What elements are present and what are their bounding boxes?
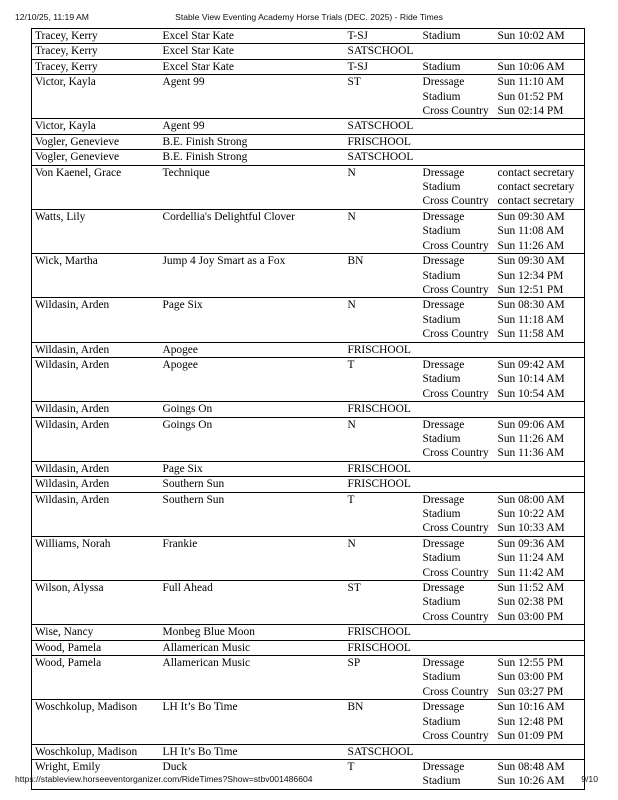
ride-time: Sun 11:26 AM [497, 432, 565, 445]
division-cell: N [345, 536, 420, 580]
rider-cell: Wilson, Alyssa [32, 581, 160, 625]
horse-cell: Frankie [160, 536, 345, 580]
time-cell [495, 625, 585, 640]
phase-name: Dressage [422, 493, 465, 506]
phase-name: Stadium [422, 552, 461, 565]
phase-name: Stadium [422, 775, 461, 788]
time-cell [495, 640, 585, 655]
phase-name: Dressage [422, 299, 465, 312]
table-row [32, 254, 585, 298]
time-cell [495, 298, 585, 342]
phase-name: Dressage [422, 210, 465, 223]
ride-time: Sun 09:36 AM [497, 537, 565, 550]
rider-cell: Tracey, Kerry [32, 29, 160, 44]
ride-time: Sun 11:26 AM [497, 239, 565, 252]
division-cell: N [345, 298, 420, 342]
phase-cell [420, 492, 495, 536]
table-row [32, 536, 585, 580]
phase-cell [420, 700, 495, 744]
table-row [32, 75, 585, 119]
table-row [32, 357, 585, 401]
ride-time: contact secretary [497, 195, 575, 208]
horse-cell: Apogee [160, 357, 345, 401]
time-cell [495, 75, 585, 119]
division-cell: T [345, 492, 420, 536]
rider-cell: Tracey, Kerry [32, 44, 160, 59]
horse-cell: Excel Star Kate [160, 59, 345, 74]
time-cell [495, 209, 585, 253]
ride-time: Sun 10:33 AM [497, 522, 565, 535]
table-row [32, 150, 585, 165]
phase-name: Cross Country [422, 328, 489, 341]
phase-name: Stadium [422, 671, 461, 684]
table-row [32, 417, 585, 461]
ride-time: Sun 11:58 AM [497, 328, 565, 341]
division-cell: SATSCHOOL [345, 744, 420, 759]
phase-cell [420, 656, 495, 700]
horse-cell: Goings On [160, 402, 345, 417]
table-row [32, 44, 585, 59]
time-cell [495, 357, 585, 401]
phase-cell [420, 581, 495, 625]
division-cell: N [345, 165, 420, 209]
phase-cell [420, 402, 495, 417]
division-cell: SATSCHOOL [345, 150, 420, 165]
horse-cell: Southern Sun [160, 492, 345, 536]
ride-time: Sun 08:30 AM [497, 299, 565, 312]
phase-cell [420, 357, 495, 401]
time-cell [495, 59, 585, 74]
rider-cell: Watts, Lily [32, 209, 160, 253]
ride-time: Sun 09:42 AM [497, 358, 565, 371]
ride-time: Sun 08:00 AM [497, 493, 565, 506]
ride-time: Sun 12:48 PM [497, 715, 564, 728]
division-cell: T [345, 357, 420, 401]
time-cell [495, 744, 585, 759]
horse-cell: Apogee [160, 342, 345, 357]
rider-cell: Wildasin, Arden [32, 342, 160, 357]
phase-name: Cross Country [422, 195, 489, 208]
ride-times-body [32, 29, 585, 790]
ride-time: Sun 08:48 AM [497, 760, 565, 773]
table-row [32, 134, 585, 149]
table-row [32, 625, 585, 640]
ride-time: Sun 09:06 AM [497, 418, 565, 431]
table-row [32, 298, 585, 342]
phase-cell [420, 165, 495, 209]
table-row [32, 744, 585, 759]
phase-cell [420, 417, 495, 461]
phase-cell [420, 150, 495, 165]
phase-name: Stadium [422, 60, 461, 73]
rider-cell: Wildasin, Arden [32, 402, 160, 417]
table-row [32, 402, 585, 417]
ride-time: Sun 10:06 AM [497, 60, 565, 73]
phase-name: Stadium [422, 90, 461, 103]
phase-cell [420, 254, 495, 298]
phase-name: Dressage [422, 166, 465, 179]
ride-time: Sun 10:16 AM [497, 701, 565, 714]
phase-cell [420, 342, 495, 357]
ride-times-table [31, 28, 585, 790]
table-row [32, 656, 585, 700]
ride-time: Sun 10:14 AM [497, 373, 565, 386]
phase-cell [420, 625, 495, 640]
ride-time: Sun 03:00 PM [497, 610, 564, 623]
table-row [32, 59, 585, 74]
phase-name: Stadium [422, 269, 461, 282]
horse-cell: Southern Sun [160, 477, 345, 492]
phase-cell [420, 477, 495, 492]
ride-time: Sun 10:26 AM [497, 775, 565, 788]
phase-cell [420, 29, 495, 44]
time-cell [495, 134, 585, 149]
rider-cell: Victor, Kayla [32, 75, 160, 119]
horse-cell: Page Six [160, 298, 345, 342]
horse-cell: Allamerican Music [160, 640, 345, 655]
time-cell [495, 477, 585, 492]
horse-cell: LH It’s Bo Time [160, 700, 345, 744]
phase-name: Cross Country [422, 387, 489, 400]
rider-cell: Wildasin, Arden [32, 298, 160, 342]
table-row [32, 477, 585, 492]
table-row [32, 342, 585, 357]
phase-name: Cross Country [422, 610, 489, 623]
phase-name: Cross Country [422, 105, 489, 118]
ride-time: Sun 11:08 AM [497, 225, 565, 238]
table-row [32, 209, 585, 253]
page-url: https://stableview.horseeventorganizer.com/RideTimes?Show=stbv001486604 [15, 774, 313, 784]
rider-cell: Vogler, Genevieve [32, 134, 160, 149]
ride-time: contact secretary [497, 166, 575, 179]
phase-name: Cross Country [422, 447, 489, 460]
ride-time: Sun 11:10 AM [497, 76, 565, 89]
print-footer [0, 774, 618, 788]
phase-name: Dressage [422, 537, 465, 550]
division-cell: N [345, 417, 420, 461]
division-cell: ST [345, 581, 420, 625]
horse-cell: Duck [160, 759, 345, 789]
horse-cell: Allamerican Music [160, 656, 345, 700]
phase-name: Cross Country [422, 685, 489, 698]
time-cell [495, 44, 585, 59]
ride-time: Sun 03:00 PM [497, 671, 564, 684]
division-cell: BN [345, 254, 420, 298]
phase-name: Cross Country [422, 522, 489, 535]
rider-cell: Vogler, Genevieve [32, 150, 160, 165]
rider-cell: Woschkolup, Madison [32, 744, 160, 759]
division-cell: FRISCHOOL [345, 461, 420, 476]
phase-cell [420, 134, 495, 149]
ride-time: Sun 12:51 PM [497, 283, 564, 296]
rider-cell: Wildasin, Arden [32, 357, 160, 401]
division-cell: FRISCHOOL [345, 134, 420, 149]
table-row [32, 461, 585, 476]
ride-time: Sun 02:38 PM [497, 596, 564, 609]
rider-cell: Wildasin, Arden [32, 461, 160, 476]
horse-cell: Excel Star Kate [160, 44, 345, 59]
phase-cell [420, 119, 495, 134]
time-cell [495, 29, 585, 44]
division-cell: SP [345, 656, 420, 700]
phase-name: Dressage [422, 760, 465, 773]
ride-time: Sun 09:30 AM [497, 210, 565, 223]
division-cell: T [345, 759, 420, 789]
phase-name: Cross Country [422, 566, 489, 579]
division-cell: FRISCHOOL [345, 477, 420, 492]
division-cell: SATSCHOOL [345, 44, 420, 59]
ride-time: Sun 12:34 PM [497, 269, 564, 282]
rider-cell: Wildasin, Arden [32, 477, 160, 492]
phase-name: Stadium [422, 313, 461, 326]
horse-cell: Technique [160, 165, 345, 209]
rider-cell: Wildasin, Arden [32, 492, 160, 536]
rider-cell: Williams, Norah [32, 536, 160, 580]
horse-cell: Goings On [160, 417, 345, 461]
rider-cell: Wood, Pamela [32, 656, 160, 700]
time-cell [495, 165, 585, 209]
phase-cell [420, 640, 495, 655]
time-cell [495, 119, 585, 134]
ride-time: Sun 11:24 AM [497, 552, 565, 565]
horse-cell: Agent 99 [160, 119, 345, 134]
table-row [32, 640, 585, 655]
ride-time: Sun 11:42 AM [497, 566, 565, 579]
phase-name: Dressage [422, 582, 465, 595]
division-cell: N [345, 209, 420, 253]
division-cell: FRISCHOOL [345, 342, 420, 357]
division-cell: FRISCHOOL [345, 625, 420, 640]
phase-name: Stadium [422, 596, 461, 609]
time-cell [495, 402, 585, 417]
horse-cell: LH It’s Bo Time [160, 744, 345, 759]
horse-cell: Agent 99 [160, 75, 345, 119]
rider-cell: Wood, Pamela [32, 640, 160, 655]
horse-cell: Cordellia's Delightful Clover [160, 209, 345, 253]
phase-cell [420, 75, 495, 119]
ride-time: Sun 11:36 AM [497, 447, 565, 460]
horse-cell: Monbeg Blue Moon [160, 625, 345, 640]
horse-cell: Page Six [160, 461, 345, 476]
rider-cell: Von Kaenel, Grace [32, 165, 160, 209]
time-cell [495, 700, 585, 744]
phase-name: Cross Country [422, 239, 489, 252]
rider-cell: Tracey, Kerry [32, 59, 160, 74]
ride-time: Sun 01:09 PM [497, 730, 564, 743]
time-cell [495, 536, 585, 580]
horse-cell: Excel Star Kate [160, 29, 345, 44]
ride-time: Sun 01:52 PM [497, 90, 564, 103]
phase-name: Dressage [422, 76, 465, 89]
phase-cell [420, 209, 495, 253]
horse-cell: B.E. Finish Strong [160, 150, 345, 165]
time-cell [495, 150, 585, 165]
division-cell: FRISCHOOL [345, 402, 420, 417]
phase-cell [420, 298, 495, 342]
ride-time: Sun 10:02 AM [497, 30, 565, 42]
rider-cell: Wildasin, Arden [32, 417, 160, 461]
division-cell: SATSCHOOL [345, 119, 420, 134]
table-row [32, 119, 585, 134]
phase-name: Stadium [422, 508, 461, 520]
division-cell: T-SJ [345, 29, 420, 44]
division-cell: FRISCHOOL [345, 640, 420, 655]
time-cell [495, 254, 585, 298]
page-number: 9/10 [581, 774, 598, 784]
ride-time: Sun 03:27 PM [497, 685, 564, 698]
rider-cell: Victor, Kayla [32, 119, 160, 134]
time-cell [495, 656, 585, 700]
print-header [0, 12, 618, 26]
time-cell [495, 581, 585, 625]
table-row [32, 700, 585, 744]
phase-cell [420, 59, 495, 74]
ride-time: Sun 11:18 AM [497, 313, 565, 326]
table-row [32, 581, 585, 625]
page-title: Stable View Eventing Academy Horse Trials (DEC. 2025) - Ride Times [175, 12, 443, 22]
phase-name: Dressage [422, 657, 465, 670]
time-cell [495, 492, 585, 536]
division-cell: T-SJ [345, 59, 420, 74]
time-cell [495, 461, 585, 476]
phase-name: Dressage [422, 255, 465, 268]
phase-name: Dressage [422, 418, 465, 431]
phase-name: Dressage [422, 358, 465, 371]
division-cell: ST [345, 75, 420, 119]
horse-cell: Full Ahead [160, 581, 345, 625]
phase-name: Cross Country [422, 283, 489, 296]
phase-name: Cross Country [422, 730, 489, 743]
phase-cell [420, 44, 495, 59]
ride-time: Sun 10:22 AM [497, 508, 565, 520]
phase-name: Stadium [422, 181, 461, 194]
rider-cell: Wright, Emily [32, 759, 160, 789]
phase-cell [420, 461, 495, 476]
table-row [32, 165, 585, 209]
table-row [32, 492, 585, 536]
phase-name: Stadium [422, 225, 461, 238]
horse-cell: Jump 4 Joy Smart as a Fox [160, 254, 345, 298]
ride-time: Sun 11:52 AM [497, 582, 565, 595]
rider-cell: Wise, Nancy [32, 625, 160, 640]
phase-name: Stadium [422, 373, 461, 386]
phase-name: Stadium [422, 432, 461, 445]
time-cell [495, 342, 585, 357]
phase-name: Dressage [422, 701, 465, 714]
phase-cell [420, 536, 495, 580]
ride-time: Sun 09:30 AM [497, 255, 565, 268]
ride-time: Sun 10:54 AM [497, 387, 565, 400]
rider-cell: Wick, Martha [32, 254, 160, 298]
table-row [32, 29, 585, 44]
time-cell [495, 417, 585, 461]
ride-time: contact secretary [497, 181, 575, 194]
phase-name: Stadium [422, 30, 461, 42]
phase-name: Stadium [422, 715, 461, 728]
ride-time: Sun 02:14 PM [497, 105, 564, 118]
division-cell: BN [345, 700, 420, 744]
print-datetime: 12/10/25, 11:19 AM [15, 12, 89, 22]
phase-cell [420, 744, 495, 759]
horse-cell: B.E. Finish Strong [160, 134, 345, 149]
rider-cell: Woschkolup, Madison [32, 700, 160, 744]
ride-time: Sun 12:55 PM [497, 657, 564, 670]
